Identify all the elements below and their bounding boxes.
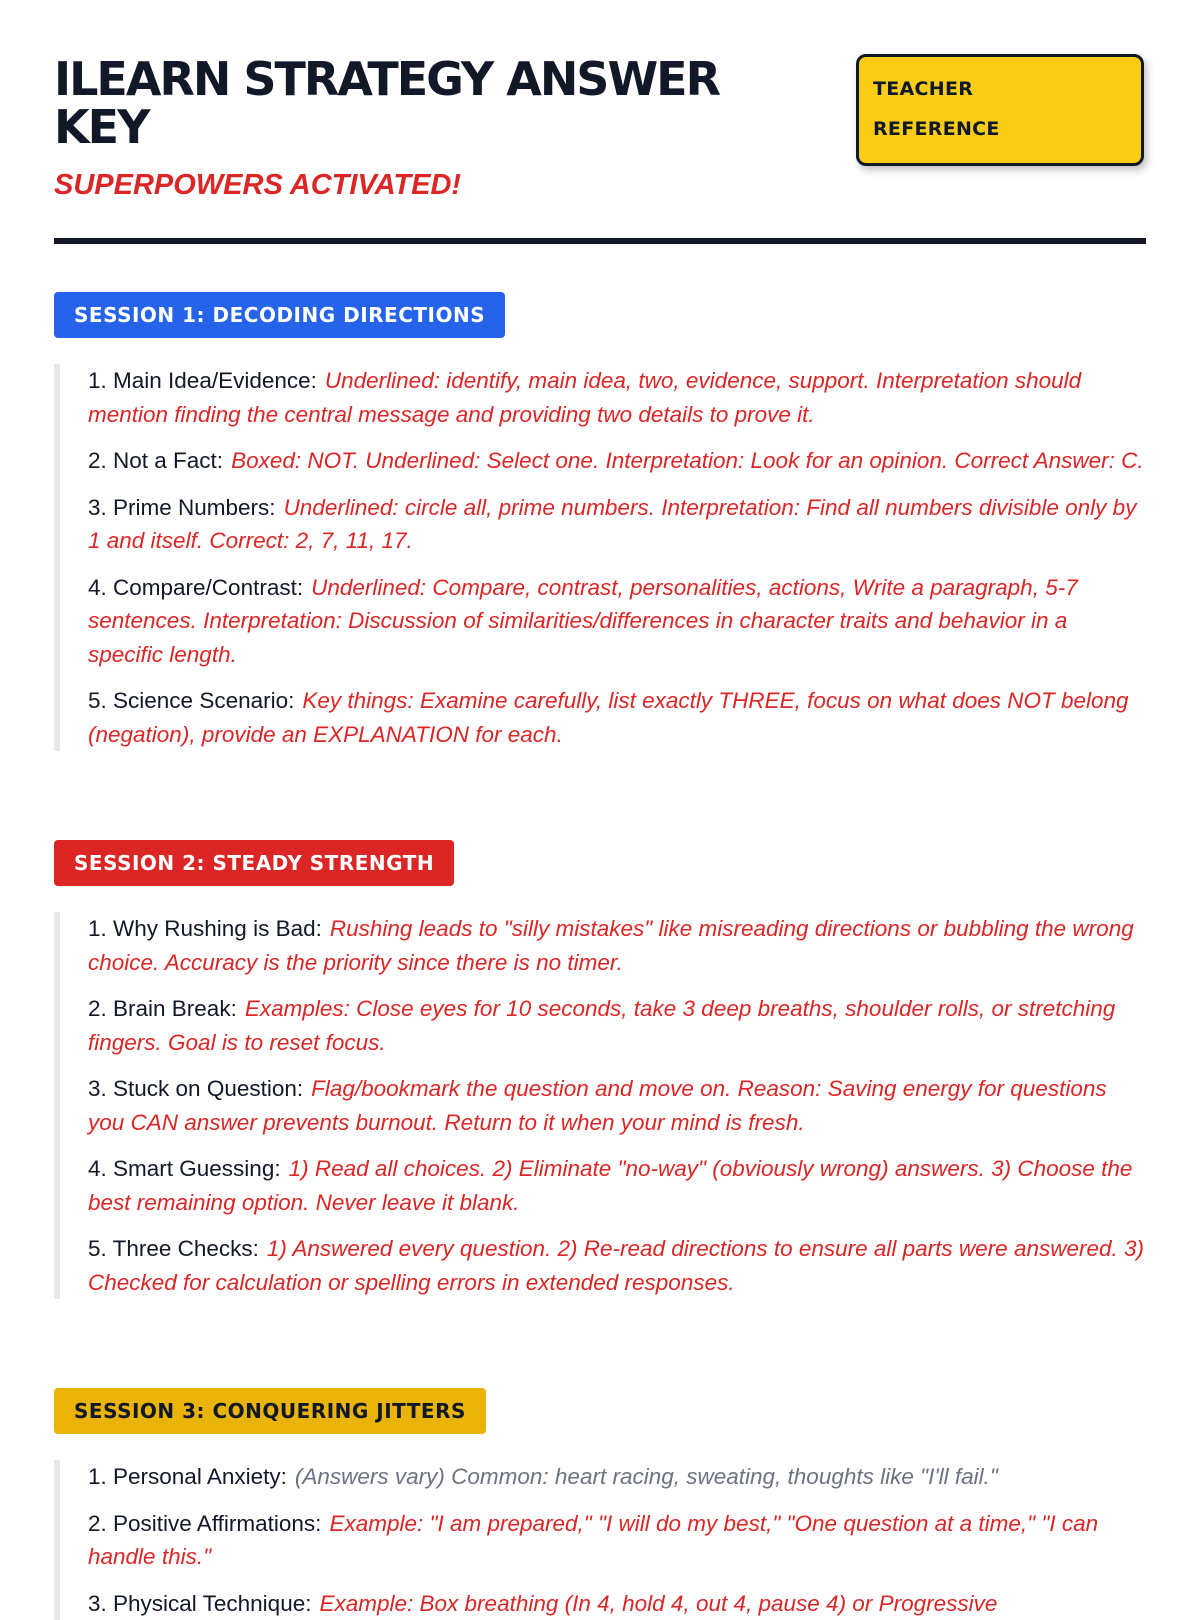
session-1-title: SESSION 1: DECODING DIRECTIONS	[54, 292, 505, 338]
item-answer: (Answers vary) Common: heart racing, sweating, thoughts like "I'll fail."	[295, 1464, 998, 1489]
session-3-title: SESSION 3: CONQUERING JITTERS	[54, 1388, 486, 1434]
item-answer: Example: "I am prepared," "I will do my best," "One question at a time," "I can handle this."	[88, 1511, 1098, 1570]
list-item	[88, 571, 1146, 672]
list-item	[88, 912, 1146, 979]
list-item	[88, 1152, 1146, 1219]
item-answer: Flag/bookmark the question and move on. Reason: Saving energy for questions you CAN answer prevents burnout. Return to it when your mind is fresh.	[88, 1076, 1107, 1135]
item-label: 3. Physical Technique:	[88, 1591, 311, 1616]
item-label: 2. Positive Affirmations:	[88, 1511, 321, 1536]
list-item	[88, 1507, 1146, 1574]
item-answer: Example: Box breathing (In 4, hold 4, out 4, pause 4) or Progressive	[319, 1591, 997, 1616]
list-item	[88, 1072, 1146, 1139]
header-divider	[54, 238, 1146, 244]
item-answer: Rushing leads to "silly mistakes" like misreading directions or bubbling the wrong choice. Accuracy is the priority since there is no timer.	[88, 916, 1134, 975]
list-item	[88, 1460, 1146, 1494]
session-3-items	[54, 1460, 1146, 1620]
item-label: 3. Stuck on Question:	[88, 1076, 303, 1101]
session-2-items	[54, 912, 1146, 1299]
teacher-reference-badge	[856, 54, 1144, 166]
list-item	[88, 992, 1146, 1059]
item-label: 2. Not a Fact:	[88, 448, 223, 473]
item-answer: Underlined: circle all, prime numbers. Interpretation: Find all numbers divisible only by 1 and itself. Correct: 2, 7, 11, 17.	[88, 495, 1136, 554]
item-answer: Key things: Examine carefully, list exactly THREE, focus on what does NOT belong (negation), provide an EXPLANATION for each.	[88, 688, 1129, 747]
item-label: 4. Compare/Contrast:	[88, 575, 303, 600]
item-answer: 1) Read all choices. 2) Eliminate "no-way" (obviously wrong) answers. 3) Choose the best remaining option. Never leave it blank.	[88, 1156, 1132, 1215]
session-2	[54, 840, 1146, 1299]
list-item	[88, 1232, 1146, 1299]
item-answer: 1) Answered every question. 2) Re-read directions to ensure all parts were answered. 3) Checked for calculation or spelling errors in extended responses.	[88, 1236, 1144, 1295]
page-title: ILEARN STRATEGY ANSWER KEY	[54, 55, 814, 151]
session-3	[54, 1388, 1146, 1620]
session-1	[54, 292, 1146, 751]
item-label: 2. Brain Break:	[88, 996, 237, 1021]
list-item	[88, 491, 1146, 558]
item-label: 1. Main Idea/Evidence:	[88, 368, 317, 393]
item-label: 1. Why Rushing is Bad:	[88, 916, 322, 941]
item-label: 1. Personal Anxiety:	[88, 1464, 287, 1489]
page-subtitle: SUPERPOWERS ACTIVATED!	[54, 169, 461, 202]
item-label: 5. Science Scenario:	[88, 688, 294, 713]
list-item	[88, 444, 1146, 478]
item-label: 5. Three Checks:	[88, 1236, 259, 1261]
item-answer: Underlined: identify, main idea, two, evidence, support. Interpretation should mention finding the central message and providing two details to prove it.	[88, 368, 1081, 427]
item-answer: Boxed: NOT. Underlined: Select one. Interpretation: Look for an opinion. Correct Answer: C.	[231, 448, 1144, 473]
list-item	[88, 364, 1146, 431]
session-2-title: SESSION 2: STEADY STRENGTH	[54, 840, 454, 886]
badge-line-2: REFERENCE	[873, 109, 1127, 149]
answer-key-page	[54, 0, 1146, 246]
item-label: 3. Prime Numbers:	[88, 495, 276, 520]
list-item	[88, 1587, 1146, 1620]
page-header	[54, 0, 1146, 246]
item-answer: Underlined: Compare, contrast, personalities, actions, Write a paragraph, 5-7 sentences. Interpretation: Discussion of similarities/differences in character traits and behavior in a specific length.	[88, 575, 1078, 667]
list-item	[88, 684, 1146, 751]
session-1-items	[54, 364, 1146, 751]
item-label: 4. Smart Guessing:	[88, 1156, 281, 1181]
badge-line-1: TEACHER	[873, 69, 1127, 109]
item-answer: Examples: Close eyes for 10 seconds, take 3 deep breaths, shoulder rolls, or stretching fingers. Goal is to reset focus.	[88, 996, 1115, 1055]
